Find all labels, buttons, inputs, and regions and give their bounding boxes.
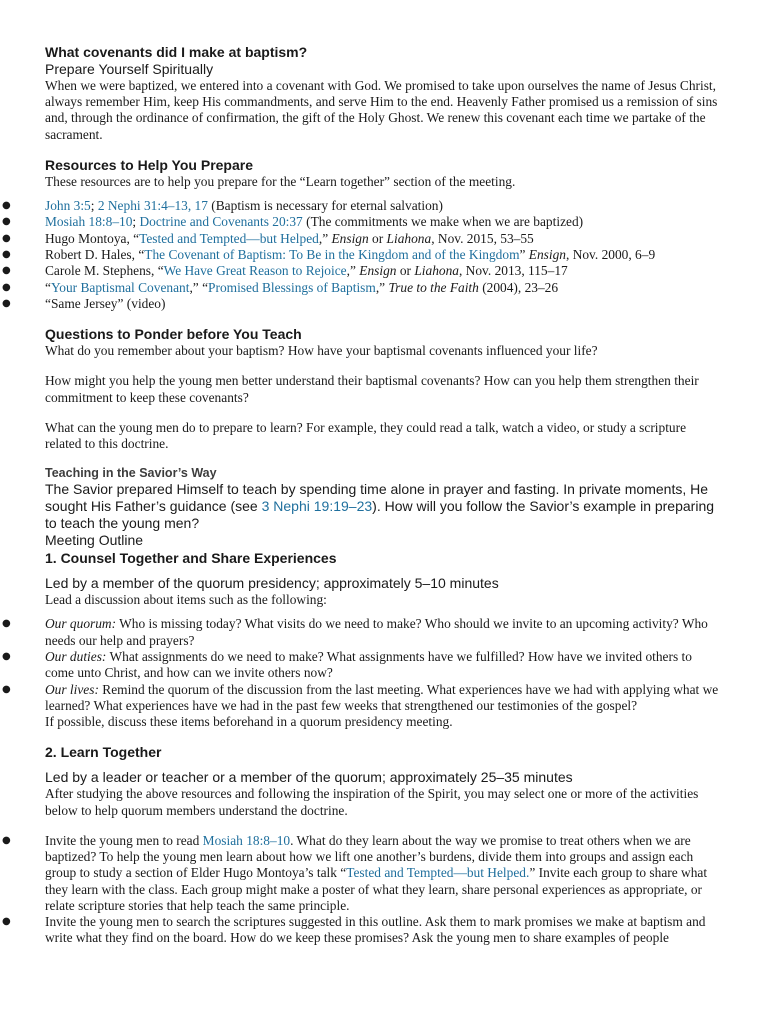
meeting-outline-heading: Meeting Outline bbox=[45, 532, 144, 549]
covenants-paragraph: When we were baptized, we entered into a covenant with God. We promised to take upon ourselves the name of Jesus Christ, always remember Him, keep His commandments, and serve Him to the end. Heavenly Father promised us a remission of sins and, through the ordinance of confirmation, the gift of the Holy Ghost. We renew this covenant each time we partake of the sacrament. bbox=[45, 78, 718, 142]
publication-name: True to the Faith bbox=[388, 279, 479, 295]
topic-link[interactable]: Your Baptismal Covenant bbox=[50, 279, 190, 295]
learn-intro: After studying the above resources and following the inspiration of the Spirit, you may select one or more of the activities below to help quorum members understand the doctrine. bbox=[45, 786, 699, 818]
scripture-link[interactable]: Mosiah 18:8–10 bbox=[202, 832, 291, 848]
counsel-led-by: Led by a member of the quorum presidency; approximately 5–10 minutes bbox=[45, 575, 499, 592]
teaching-text: The Savior prepared Himself to teach by spending time alone in prayer and fasting. In private moments, He sought His Father’s guidance (see bbox=[45, 481, 709, 515]
bullet-icon: ● bbox=[2, 297, 11, 309]
or-text: or bbox=[368, 230, 387, 246]
scripture-link[interactable]: John 3:5 bbox=[45, 198, 91, 214]
separator: ; bbox=[90, 198, 98, 214]
talk-link[interactable]: Tested and Tempted—but Helped bbox=[139, 230, 319, 246]
separator: ; bbox=[132, 214, 140, 230]
resources-list bbox=[2, 198, 724, 312]
or-text: or bbox=[396, 263, 415, 279]
bullet-icon: ● bbox=[2, 683, 11, 695]
questions-paragraph: How might you help the young men better understand their baptismal covenants? How can you help them strengthen their commitment to keep these covenants? bbox=[45, 373, 699, 405]
learn-heading: 2. Learn Together bbox=[45, 744, 162, 761]
scripture-link[interactable]: Doctrine and Covenants 20:37 bbox=[139, 214, 303, 230]
item-text: Invite the young men to read bbox=[45, 832, 203, 848]
list-item bbox=[2, 246, 724, 263]
list-item bbox=[2, 914, 724, 947]
resources-heading: Resources to Help You Prepare bbox=[45, 156, 253, 173]
author-text: Robert D. Hales, “ bbox=[45, 246, 145, 262]
citation-text: , Nov. 2015, 53–55 bbox=[431, 230, 534, 246]
punctuation: “ bbox=[45, 279, 51, 295]
learn-led-by: Led by a leader or teacher or a member of the quorum; approximately 25–35 minutes bbox=[45, 769, 573, 786]
bullet-icon: ● bbox=[2, 232, 11, 244]
list-item bbox=[2, 198, 724, 214]
author-text: Carole M. Stephens, “ bbox=[45, 263, 164, 279]
covenants-heading: What covenants did I make at baptism? bbox=[45, 44, 308, 60]
topic-link[interactable]: Promised Blessings of Baptism bbox=[208, 279, 376, 295]
author-text: Hugo Montoya, “ bbox=[45, 230, 140, 246]
item-text: . What do they learn about the way we promise to treat others when we are baptized? To help the young men learn about how we lift one another’s burdens, divide them into groups and assign each group to study a section of Elder Hugo Montoya’s talk “ bbox=[45, 832, 694, 881]
list-item bbox=[2, 648, 724, 682]
bullet-icon: ● bbox=[2, 216, 11, 228]
talk-link[interactable]: Tested and Tempted—but Helped. bbox=[346, 865, 530, 881]
bullet-icon: ● bbox=[2, 281, 11, 293]
punctuation: ,” bbox=[318, 230, 332, 246]
bullet-icon: ● bbox=[2, 248, 11, 260]
item-text: Who is missing today? What visits do we need to make? Who should we invite to an upcoming activity? Who needs our help and prayers? bbox=[45, 616, 708, 648]
questions-paragraph: What do you remember about your baptism? How have your baptismal covenants influenced your life? bbox=[45, 343, 598, 359]
bullet-icon: ● bbox=[2, 618, 11, 630]
bullet-icon: ● bbox=[2, 650, 11, 662]
bullet-icon: ● bbox=[2, 265, 11, 277]
video-text: “Same Jersey” (video) bbox=[45, 295, 166, 311]
list-item bbox=[2, 214, 724, 230]
teaching-text: ). How will you follow the Savior’s example in preparing to teach the young men? bbox=[45, 498, 715, 532]
publication-name: Ensign bbox=[528, 246, 566, 262]
item-label: Our quorum: bbox=[45, 616, 117, 632]
publication-name: Liahona bbox=[386, 230, 432, 246]
counsel-list bbox=[2, 616, 724, 714]
punctuation: ,” “ bbox=[189, 279, 209, 295]
teaching-heading: Teaching in the Savior’s Way bbox=[45, 466, 217, 481]
counsel-note: If possible, discuss these items beforehand in a quorum presidency meeting. bbox=[45, 714, 453, 730]
scripture-link[interactable]: 3 Nephi 19:19–23 bbox=[261, 498, 373, 515]
list-item bbox=[2, 279, 724, 296]
questions-heading: Questions to Ponder before You Teach bbox=[45, 326, 302, 343]
counsel-intro: Lead a discussion about items such as the following: bbox=[45, 592, 327, 608]
list-item bbox=[2, 832, 724, 914]
talk-link[interactable]: We Have Great Reason to Rejoice bbox=[163, 263, 347, 279]
bullet-icon: ● bbox=[2, 916, 11, 928]
list-item bbox=[2, 295, 724, 312]
talk-link[interactable]: The Covenant of Baptism: To Be in the Kingdom and of the Kingdom bbox=[144, 246, 520, 262]
scripture-link[interactable]: Mosiah 18:8–10 bbox=[45, 214, 133, 230]
questions-paragraph: What can the young men do to prepare to learn? For example, they could read a talk, watch a video, or study a scripture related to this doctrine. bbox=[45, 419, 687, 451]
punctuation: ” bbox=[519, 246, 529, 262]
punctuation: ,” bbox=[375, 279, 389, 295]
item-text: Invite the young men to search the scriptures suggested in this outline. Ask them to mark promises we make at baptism and write what they find on the board. How do we keep these promises? Ask the young men to share examples of people bbox=[45, 914, 706, 946]
bullet-icon: ● bbox=[2, 200, 11, 212]
list-item-text: (Baptism is necessary for eternal salvation) bbox=[207, 198, 443, 214]
citation-text: (2004), 23–26 bbox=[478, 279, 559, 295]
list-item bbox=[2, 616, 724, 649]
prepare-subheading: Prepare Yourself Spiritually bbox=[45, 61, 214, 77]
publication-name: Ensign bbox=[359, 263, 397, 279]
publication-name: Ensign bbox=[331, 230, 369, 246]
item-text: Remind the quorum of the discussion from the last meeting. What experiences have we had with applying what we learned? What experiences have we had in the past few weeks that strengthened our testimonies of the gospel? bbox=[45, 681, 719, 713]
teaching-paragraph bbox=[45, 481, 724, 532]
list-item bbox=[2, 263, 724, 279]
list-item bbox=[2, 681, 724, 715]
scripture-link[interactable]: 2 Nephi 31:4–13, 17 bbox=[97, 198, 208, 214]
resources-intro: These resources are to help you prepare for the “Learn together” section of the meeting. bbox=[45, 173, 516, 189]
bullet-icon: ● bbox=[2, 834, 11, 846]
item-label: Our lives: bbox=[45, 681, 99, 697]
publication-name: Liahona bbox=[414, 263, 459, 279]
citation-text: , Nov. 2013, 115–17 bbox=[458, 263, 568, 279]
learn-list bbox=[2, 832, 724, 947]
list-item bbox=[2, 230, 724, 247]
list-item-text: (The commitments we make when we are baptized) bbox=[302, 214, 584, 230]
punctuation: ,” bbox=[346, 263, 360, 279]
citation-text: , Nov. 2000, 6–9 bbox=[566, 246, 656, 262]
counsel-heading: 1. Counsel Together and Share Experiences bbox=[45, 550, 337, 567]
item-text: ” Invite each group to share what they learn with the class. Each group might make a poster of what they learn, share personal experiences as appropriate, or relate scripture stories that help teach the same principle. bbox=[45, 865, 708, 913]
item-label: Our duties: bbox=[45, 648, 107, 664]
item-text: What assignments do we need to make? What assignments have we fulfilled? How have we invited others to come unto Christ, and how can we invite others now? bbox=[45, 648, 692, 681]
